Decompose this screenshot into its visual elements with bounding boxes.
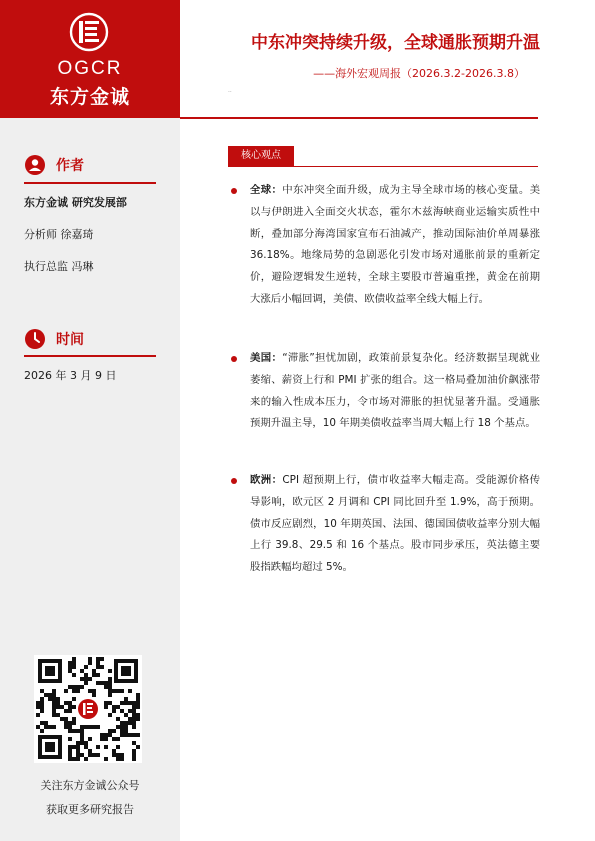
institution: 东方金诚 研究发展部 xyxy=(24,196,127,209)
point-europe-text: CPI 超预期上行，债市收益率大幅走高。受能源价格传导影响，欧元区 2 月调和 CPI 同比回升至 1.9%，高于预期。债市反应剧烈，10 年期英国、法国、德国国债收益率分别大幅上行 39.8、29.5 和 16 个基点。股市同步承压，英法德主要股指跌幅均超过 5%。 xyxy=(250,474,541,574)
brand-logo-block xyxy=(0,0,180,118)
report-title: 中东冲突持续升级，全球通胀预期升温 xyxy=(251,33,540,53)
clock-icon xyxy=(24,328,46,350)
director: 执行总监 冯琳 xyxy=(24,260,94,273)
qr-caption-follow: 关注东方金诚公众号 xyxy=(40,779,140,792)
point-global xyxy=(250,180,540,311)
point-global-text: 中东冲突全面升级，成为主导全球市场的核心变量。美以与伊朗进入全面交火状态，霍尔木兹海峡商业运输实质性中断，叠加部分海湾国家宣布石油减产，推动国际油价单周暴涨 36.18%。地缘局势的急剧恶化引发市场对通胀前景的重新定价，避险逻辑发生逆转，全球主要股市普遍重挫，黄金在前期大涨后小幅回调，美债、欧债收益率全线大幅上行。 xyxy=(250,184,541,305)
bullet-global xyxy=(231,188,237,194)
header-divider xyxy=(180,117,538,119)
building-logo-icon xyxy=(69,12,109,52)
author-section-header xyxy=(24,154,84,176)
point-us-lead: 美国： xyxy=(250,352,283,364)
report-date: 2026 年 3 月 9 日 xyxy=(24,369,117,382)
point-global-lead: 全球： xyxy=(250,184,283,196)
qr-code[interactable] xyxy=(34,655,142,763)
logo-english: OGCR xyxy=(57,58,123,79)
core-divider xyxy=(228,166,538,167)
time-divider xyxy=(24,355,156,357)
point-us xyxy=(250,348,540,435)
point-europe-lead: 欧洲： xyxy=(250,474,283,486)
person-icon xyxy=(24,154,46,176)
core-viewpoints-badge: 核心观点 xyxy=(228,146,294,166)
time-section-header xyxy=(24,328,84,350)
report-subtitle: ——海外宏观周报（2026.3.2-2026.3.8） xyxy=(313,67,525,80)
analyst: 分析师 徐嘉琦 xyxy=(24,228,94,241)
bullet-us xyxy=(231,356,237,362)
time-heading: 时间 xyxy=(56,332,84,348)
point-europe xyxy=(250,470,540,579)
bullet-europe xyxy=(231,478,237,484)
header-dots: .. xyxy=(228,87,232,94)
sidebar xyxy=(0,0,180,841)
logo-chinese: 东方金诚 xyxy=(49,86,130,108)
author-divider xyxy=(24,182,156,184)
point-us-text: “滞胀”担忧加剧，政策前景复杂化。经济数据呈现就业萎缩、薪资上行和 PMI 扩张的组合。这一格局叠加油价飙涨带来的输入性成本压力，令市场对滞胀的担忧显著升温。受通胀预期升温主导，10 年期美债收益率当周大幅上行 18 个基点。 xyxy=(250,352,541,430)
author-heading: 作者 xyxy=(56,158,84,174)
qr-caption-reports: 获取更多研究报告 xyxy=(46,803,134,816)
